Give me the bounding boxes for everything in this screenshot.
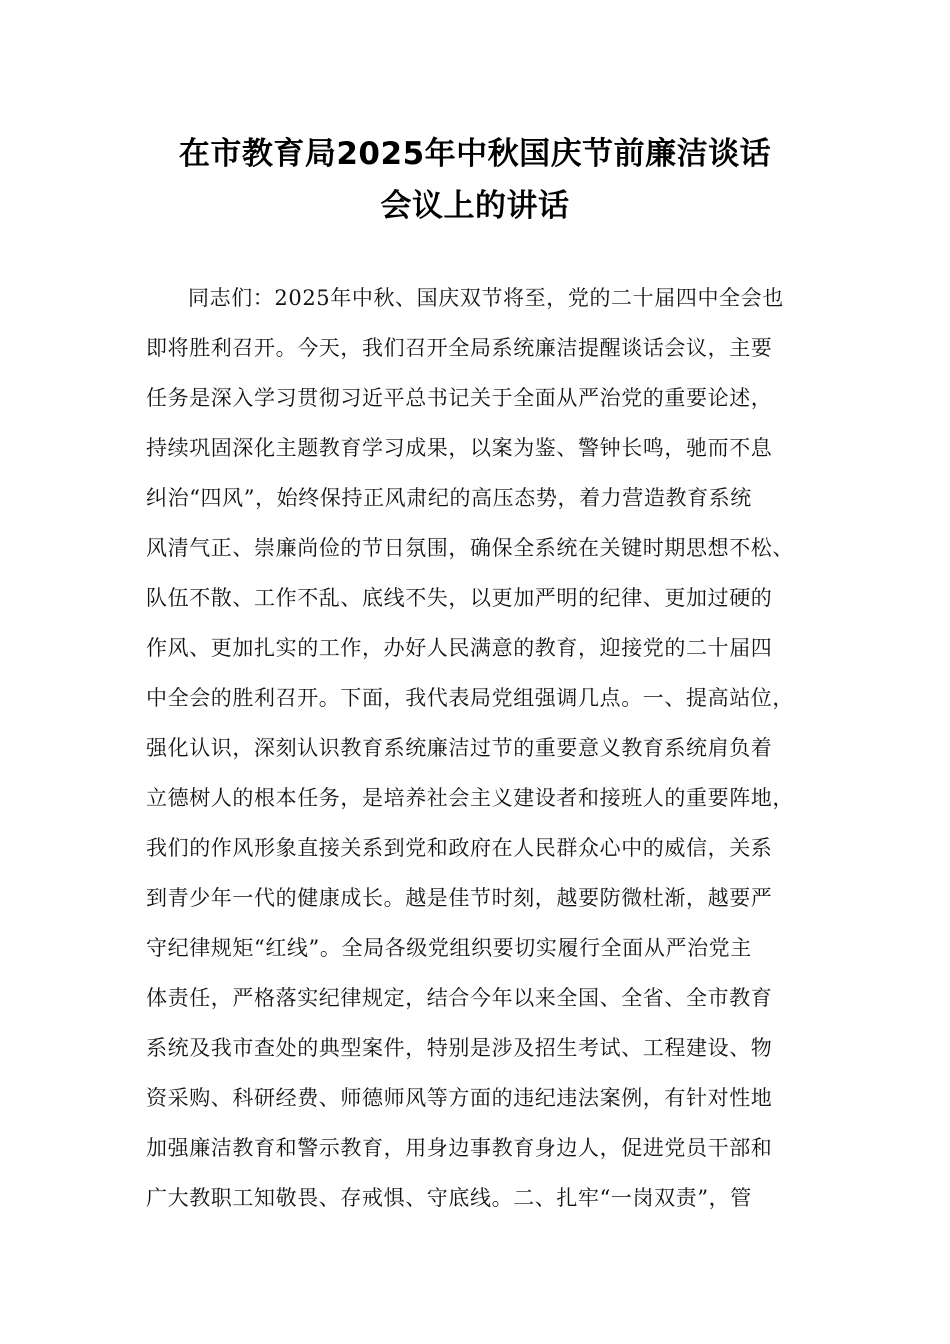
body-line: 守纪律规矩“红线”。全局各级党组织要切实履行全面从严治党主 xyxy=(146,936,752,960)
body-line: 即将胜利召开。今天，我们召开全局系统廉洁提醒谈话会议，主要 xyxy=(146,336,773,360)
body-line: 我们的作风形象直接关系到党和政府在人民群众心中的威信，关系 xyxy=(146,836,773,860)
body-line: 纠治“四风”，始终保持正风肃纪的高压态势，着力营造教育系统 xyxy=(146,486,752,510)
body-line: 同志们：2025年中秋、国庆双节将至，党的二十届四中全会也 xyxy=(188,286,784,310)
body-line: 体责任，严格落实纪律规定，结合今年以来全国、全省、全市教育 xyxy=(146,986,773,1010)
body-line: 强化认识，深刻认识教育系统廉洁过节的重要意义教育系统肩负着 xyxy=(146,736,773,760)
body-line: 到青少年一代的健康成长。越是佳节时刻，越要防微杜渐，越要严 xyxy=(146,886,773,910)
title-line-2: 会议上的讲话 xyxy=(380,188,570,224)
body-line: 队伍不散、工作不乱、底线不失，以更加严明的纪律、更加过硬的 xyxy=(146,586,773,610)
body-line: 中全会的胜利召开。下面，我代表局党组强调几点。一、提高站位， xyxy=(146,686,794,710)
body-line: 任务是深入学习贯彻习近平总书记关于全面从严治党的重要论述， xyxy=(146,386,773,410)
body-line: 持续巩固深化主题教育学习成果，以案为鉴、警钟长鸣，驰而不息 xyxy=(146,436,773,460)
title-line-1: 在市教育局2025年中秋国庆节前廉洁谈话 xyxy=(178,136,772,172)
body-line: 立德树人的根本任务，是培养社会主义建设者和接班人的重要阵地， xyxy=(146,786,794,810)
body-line: 风清气正、崇廉尚俭的节日氛围，确保全系统在关键时期思想不松、 xyxy=(146,536,794,560)
body-line: 广大教职工知敬畏、存戒惧、守底线。二、扎牢“一岗双责”，管 xyxy=(146,1186,752,1210)
body-line: 加强廉洁教育和警示教育，用身边事教育身边人，促进党员干部和 xyxy=(146,1136,773,1160)
body-line: 作风、更加扎实的工作，办好人民满意的教育，迎接党的二十届四 xyxy=(146,636,773,660)
body-line: 资采购、科研经费、师德师风等方面的违纪违法案例，有针对性地 xyxy=(146,1086,773,1110)
body-line: 系统及我市查处的典型案件，特别是涉及招生考试、工程建设、物 xyxy=(146,1036,773,1060)
